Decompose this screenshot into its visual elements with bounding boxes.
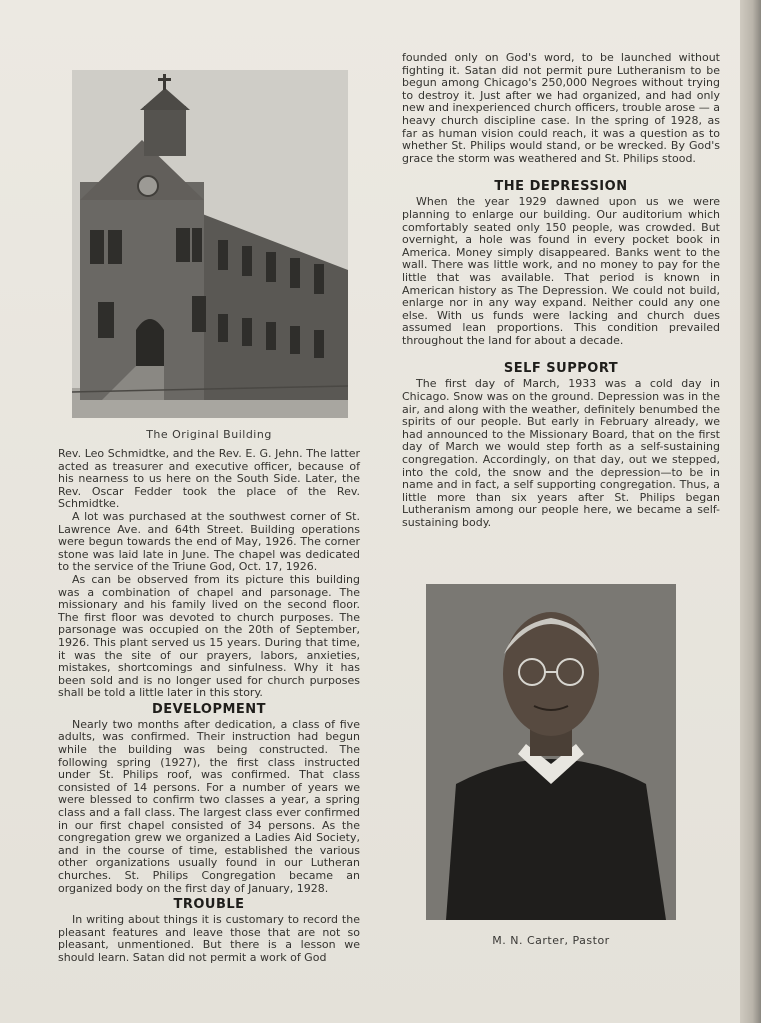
paragraph-lot-purchase: A lot was purchased at the southwest corner of St. Lawrence Ave. and 64th Street. Building operations were begun towards the end of May, 1926. The corner stone was laid late in June. The chapel was dedicated to the service of the Triune God, Oct. 17, 1926. <box>58 509 360 574</box>
pastor-photo <box>426 584 676 920</box>
left-column-text <box>58 448 360 965</box>
right-column-text <box>402 52 720 530</box>
paragraph-depression: When the year 1929 dawned upon us we were planning to enlarge our building. Our auditorium which comfortably seated only 150 people, was crowded. But overnight, a hole was found in every pocket book in America. Money simply disappeared. Banks went to the wall. There was little work, and no money to pay for the little that was available. That period is known in American history as The Depression. We could not build, enlarge nor in any way expand. Neither could any one else. With us funds were lacking and church dues assumed lean proportions. This condition prevailed throughout the land for about a decade. <box>402 195 720 347</box>
paragraph-schmidtke: Rev. Leo Schmidtke, and the Rev. E. G. Jehn. The latter acted as treasurer and executive officer, because of his nearness to us here on the South Side. Later, the Rev. Oscar Fedder took the place of the Rev. Schmidtke. <box>58 447 360 511</box>
paragraph-self-support: The first day of March, 1933 was a cold day in Chicago. Snow was on the ground. Depression was in the air, and along with the weather, definitely benumbed the spirits of our people. But early in February already, we had announced to the Missionary Board, that on the first day of March we would step forth as a self-sustaining congregation. Accordingly, on that day, out we stepped, into the cold, the snow and the depression—to be in name and in fact, a self supporting congregation. Thus, a little more than six years after St. Philips began Lutheranism among our people here, we became a self-sustaining body. <box>402 377 720 529</box>
church-building-image <box>72 70 348 418</box>
church-photo-caption: The Original Building <box>146 428 272 441</box>
heading-trouble: TROUBLE <box>173 897 245 913</box>
paragraph-trouble: In writing about things it is customary to record the pleasant features and leave those that are not so pleasant, unmentioned. But there is a lesson we should learn. Satan did not permit a work of God <box>58 913 360 964</box>
heading-depression: THE DEPRESSION <box>494 179 628 195</box>
heading-development: DEVELOPMENT <box>151 701 267 717</box>
paragraph-building-combination: As can be observed from its picture this building was a combination of chapel and parsonage. The missionary and his family lived on the second floor. The first floor was devoted to church purposes. The parsonage was occupied on the 20th of September, 1926. This plant served us 15 years. During that time, it was the site of our prayers, labors, anxieties, mistakes, shortcomings and sinfulness. Why it has been sold and is no longer used for church purposes shall be told a little later in this story. <box>58 572 360 700</box>
heading-self-support: SELF SUPPORT <box>503 361 619 377</box>
paragraph-development: Nearly two months after dedication, a class of five adults, was confirmed. Their instruction had begun while the building was being constructed. The following spring (1927), the first class instructed under St. Philips roof, was confirmed. That class consisted of 14 persons. For a number of years we were blessed to confirm two classes a year, a spring class and a fall class. The largest class ever confirmed in our first chapel consisted of 34 persons. As the congregation grew we organized a Ladies Aid Society, and in the course of time, established the various other organizations usually found in our Lutheran churches. St. Philips Congregation became an organized body on the first day of January, 1928. <box>58 717 360 895</box>
church-photo <box>72 70 348 418</box>
pastor-portrait-image <box>426 584 676 920</box>
pastor-photo-caption: M. N. Carter, Pastor <box>492 934 610 947</box>
paragraph-trouble-continued: founded only on God's word, to be launched without fighting it. Satan did not permit pure Lutheranism to be begun among Chicago's 250,000 Negroes without trying to destroy it. Just after we had organized, and had only new and inexperienced church officers, trouble arose — a heavy church discipline case. In the spring of 1928, as far as human vision could reach, it was a question as to whether St. Philips would stand, or be wrecked. By God's grace the storm was weathered and St. Philips stood. <box>402 51 720 165</box>
church-photo-frame <box>58 60 360 418</box>
page-edge <box>740 0 761 1023</box>
